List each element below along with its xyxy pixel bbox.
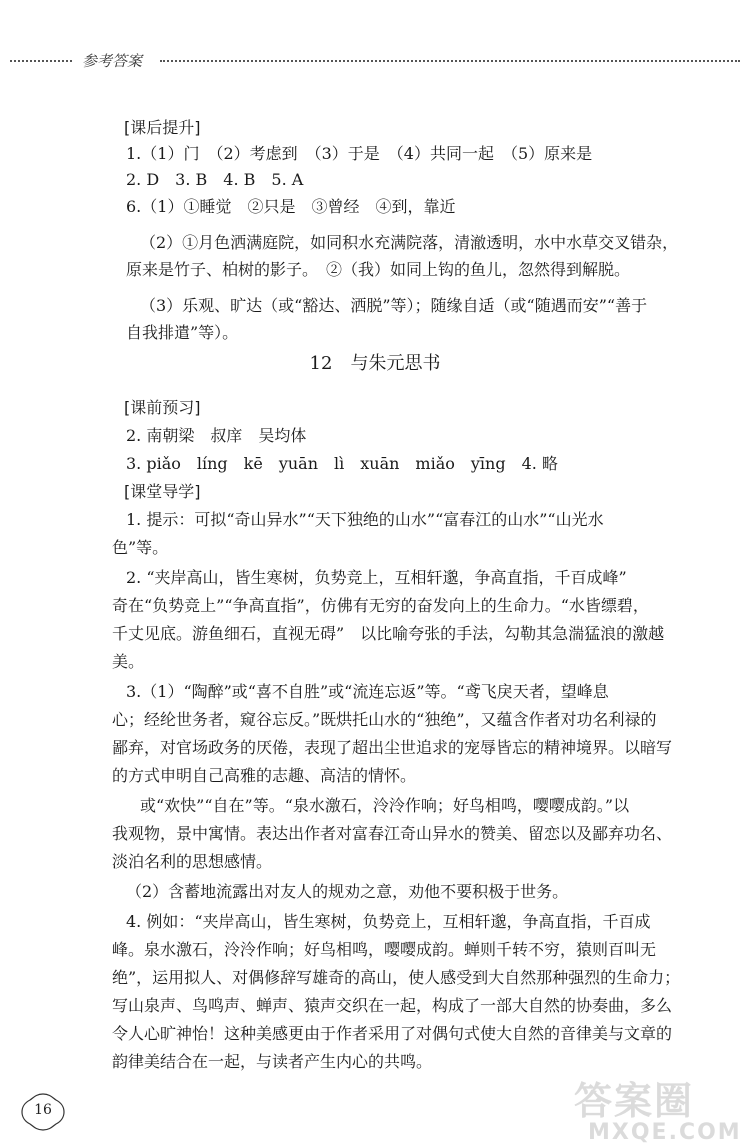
answer-line: 我观物，景中寓情。表达出作者对富春江奇山异水的赞美、留恋以及鄙弃功名、 bbox=[112, 824, 673, 843]
section-heading: [课前预习] bbox=[124, 398, 201, 417]
answer-line: 美。 bbox=[112, 652, 145, 671]
answer-line: 淡泊名利的思想感情。 bbox=[112, 852, 273, 871]
answer-line: 峰。泉水激石，泠泠作响；好鸟相鸣，嘤嘤成韵。蝉则千转不穷，猿则百叫无 bbox=[112, 940, 657, 959]
answer-line: （2）①月色洒满庭院，如同积水充满院落，清澈透明，水中水草交叉错杂， bbox=[140, 233, 679, 252]
answer-line: 2. 南朝梁 叔庠 吴均体 bbox=[126, 426, 307, 445]
answer-line: 千丈见底。游鱼细石，直视无碍” 以比喻夸张的手法，勾勒其急湍猛浪的激越 bbox=[112, 624, 665, 643]
answer-line: 色”等。 bbox=[112, 538, 169, 557]
lesson-title: 12 与朱元思书 bbox=[309, 353, 441, 374]
answer-line: 绝”，运用拟人、对偶修辞写雄奇的高山，使人感受到大自然那种强烈的生命力； bbox=[112, 968, 681, 987]
answer-line: 3.（1）“陶醉”或“喜不自胜”或“流连忘返”等。“鸢飞戾天者，望峰息 bbox=[126, 682, 609, 701]
answer-line: 2. D 3. B 4. B 5. A bbox=[126, 170, 304, 189]
header-dotted-rule-left bbox=[10, 60, 72, 62]
answer-line: （3）乐观、旷达（或“豁达、洒脱”等）；随缘自适（或“随遇而安”“善于 bbox=[140, 296, 648, 315]
answer-line: 令人心旷神怡！这种美感更由于作者采用了对偶句式使大自然的音律美与文章的 bbox=[112, 1024, 673, 1043]
answer-line: （2）含蓄地流露出对友人的规劝之意，劝他不要积极于世务。 bbox=[126, 882, 569, 901]
page-number: 16 bbox=[34, 1102, 52, 1118]
answer-line: 奇在“负势竞上”“争高直指”，仿佛有无穷的奋发向上的生命力。“水皆缥碧， bbox=[112, 596, 649, 615]
header-dotted-rule-right bbox=[160, 60, 740, 62]
answer-line: 的方式申明自己高雅的志趣、高洁的情怀。 bbox=[112, 766, 417, 785]
answer-line: 心；经纶世务者，窥谷忘反。”既烘托山水的“独绝”，又蕴含作者对功名利禄的 bbox=[112, 710, 657, 729]
answer-line: 或“欢快”“自在”等。“泉水激石，泠泠作响；好鸟相鸣，嘤嘤成韵。”以 bbox=[140, 796, 630, 815]
answer-line: 韵律美结合在一起，与读者产生内心的共鸣。 bbox=[112, 1052, 433, 1071]
section-heading: [课后提升] bbox=[124, 118, 201, 137]
answer-line: 1. 提示：可拟“奇山异水”“天下独绝的山水”“富春江的山水”“山光水 bbox=[126, 510, 604, 529]
watermark-main-text: 答案圈 bbox=[574, 1079, 695, 1123]
answer-line: 4. 例如：“夹岸高山，皆生寒树，负势竞上，互相轩邈，争高直指，千百成 bbox=[126, 912, 651, 931]
section-heading: [课堂导学] bbox=[124, 482, 201, 501]
answer-line: 6.（1）①睡觉 ②只是 ③曾经 ④到，靠近 bbox=[126, 197, 456, 216]
answer-line: 写山泉声、鸟鸣声、蝉声、猿声交织在一起，构成了一部大自然的协奏曲，多么 bbox=[112, 996, 673, 1015]
page-number-badge bbox=[20, 1092, 66, 1132]
answer-line: 3. piǎo líng kē yuān lì xuān miǎo yīng 4. 略 bbox=[126, 454, 558, 473]
answer-line: 原来是竹子、柏树的影子。 ②（我）如同上钩的鱼儿，忽然得到解脱。 bbox=[126, 260, 631, 279]
watermark-site-text: MXQE.COM bbox=[588, 1120, 742, 1145]
page-header bbox=[0, 46, 750, 76]
header-title: 参考答案 bbox=[82, 52, 143, 70]
answer-line: 鄙弃，对官场政务的厌倦，表现了超出尘世追求的宠辱皆忘的精神境界。以暗写 bbox=[112, 738, 673, 757]
answer-line: 2. “夹岸高山，皆生寒树，负势竞上，互相轩邈，争高直指，千百成峰” bbox=[126, 568, 627, 587]
answer-line: 自我排遣”等）。 bbox=[126, 323, 239, 342]
answer-line: 1.（1）门 （2）考虑到 （3）于是 （4）共同一起 （5）原来是 bbox=[126, 144, 593, 163]
watermark-logo bbox=[560, 1070, 750, 1148]
